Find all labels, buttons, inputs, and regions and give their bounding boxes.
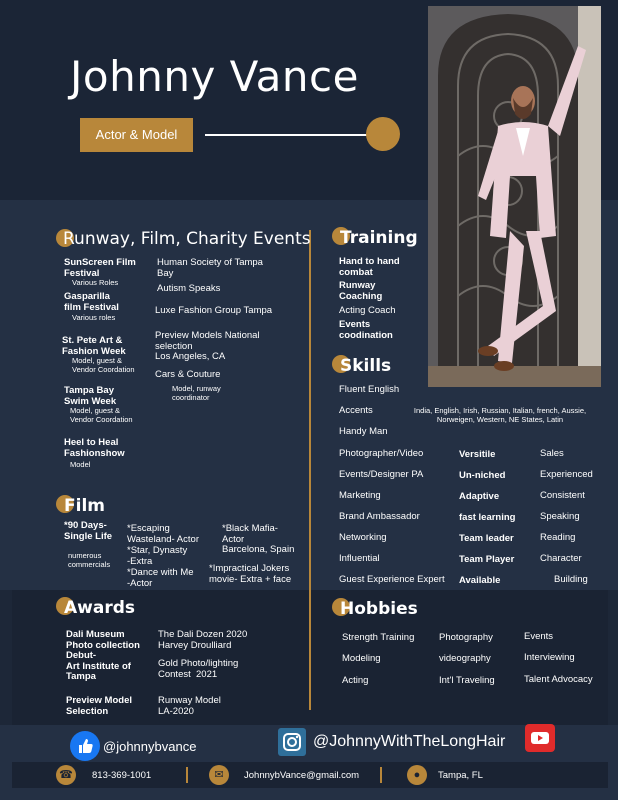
skill-item: fast learning [459, 512, 516, 523]
skill-item: Un-niched [459, 470, 506, 481]
skill-item: Accents [339, 405, 373, 416]
skill-item: Consistent [540, 490, 585, 501]
skill-item: Events/Designer PA [339, 469, 424, 480]
email-address[interactable]: JohnnybVance@gmail.com [244, 770, 360, 781]
runway-sub: Model [70, 460, 91, 469]
skill-item: Speaking [540, 511, 580, 522]
film-item: *Dance with Me -Actor [127, 567, 194, 589]
runway-item: St. Pete Art & Fashion Week [62, 335, 126, 357]
film-item: *Impractical Jokers movie- Extra + face [209, 563, 292, 585]
award-item: Gold Photo/lighting Contest 2021 [158, 658, 239, 680]
divider [186, 767, 188, 783]
skill-item: Handy Man [339, 426, 388, 437]
runway-item: Preview Models National selection Los Angeles, CA [155, 330, 260, 362]
hobbies-title: Hobbies [340, 599, 418, 619]
runway-item: SunScreen Film Festival [64, 257, 136, 279]
runway-item: Luxe Fashion Group Tampa [155, 305, 273, 316]
hobby-item: Talent Advocacy [524, 674, 593, 685]
skill-item: Brand Ambassador [339, 511, 420, 522]
skill-item: Fluent English [339, 384, 400, 395]
film-item: *Star, Dynasty -Extra [127, 545, 188, 567]
film-item: *Black Mafia- Actor Barcelona, Spain [222, 523, 295, 555]
skill-item: Building [554, 574, 588, 585]
training-item: Runway Coaching [339, 280, 383, 302]
role-divider [205, 134, 375, 136]
awards-title: Awards [64, 598, 136, 618]
hobby-item: videography [439, 653, 491, 664]
skill-item: Adaptive [459, 491, 500, 502]
runway-item: Heel to Heal Fashionshow [64, 437, 125, 459]
hobby-item: Modeling [342, 653, 381, 664]
training-item: Hand to hand combat [339, 256, 400, 278]
hobby-item: Photography [439, 632, 493, 643]
runway-item: Human Society of Tampa Bay [157, 257, 263, 279]
runway-sub: Model, guest & Vendor Coordation [70, 406, 133, 424]
skill-item: Reading [540, 532, 576, 543]
training-item: Events coodination [339, 319, 393, 341]
runway-item: Tampa Bay Swim Week [64, 385, 117, 407]
runway-item: Cars & Couture [155, 369, 221, 380]
skill-item: Marketing [339, 490, 381, 501]
training-item: Acting Coach [339, 305, 396, 316]
skill-item: Character [540, 553, 582, 564]
skill-item: Influential [339, 553, 380, 564]
skills-title: Skills [340, 356, 392, 376]
award-item: Dali Museum Photo collection Debut- Art Institute of Tampa [66, 629, 140, 682]
person-name: Johnny Vance [70, 52, 359, 101]
film-item: numerous commercials [68, 551, 111, 569]
runway-sub: Model, runway coordinator [172, 384, 221, 402]
hobby-item: Acting [342, 675, 369, 686]
role-dot [366, 117, 400, 151]
facebook-handle[interactable]: @johnnybvance [103, 739, 197, 754]
runway-sub: Various roles [72, 313, 116, 322]
hobby-item: Int'l Traveling [439, 675, 495, 686]
skill-item: Experienced [540, 469, 593, 480]
instagram-icon[interactable] [278, 728, 306, 756]
skill-item: Guest Experience Expert [339, 574, 445, 585]
email-icon: ✉ [209, 765, 229, 785]
film-item: *Escaping Wasteland- Actor [127, 523, 199, 545]
hobby-item: Interviewing [524, 652, 575, 663]
youtube-icon[interactable] [525, 724, 555, 752]
location-pin-icon: ● [407, 765, 427, 785]
role-badge: Actor & Model [80, 118, 193, 152]
skill-item: Versitile [459, 449, 496, 460]
skill-item: Networking [339, 532, 387, 543]
runway-sub: Model, guest & Vendor Coordation [72, 356, 135, 374]
skill-item: Sales [540, 448, 564, 459]
runway-sub: Various Roles [72, 278, 119, 287]
hobby-item: Strength Training [342, 632, 415, 643]
divider [380, 767, 382, 783]
award-item: Runway Model LA-2020 [158, 695, 221, 717]
runway-item: Autism Speaks [157, 283, 221, 294]
phone-icon: ☎ [56, 765, 76, 785]
runway-item: Gasparilla film Festival [64, 291, 119, 313]
portrait-photo [428, 6, 601, 387]
phone-number[interactable]: 813-369-1001 [92, 770, 152, 781]
skill-item: Team Player [459, 554, 515, 565]
film-item: *90 Days- Single Life [64, 520, 113, 542]
skill-item: Team leader [459, 533, 514, 544]
runway-title: Runway, Film, Charity Events [63, 229, 311, 249]
column-divider [309, 230, 311, 710]
instagram-handle[interactable]: @JohnnyWithTheLongHair [313, 733, 506, 750]
award-item: The Dali Dozen 2020 Harvey Droulliard [158, 629, 248, 651]
skill-item: Photographer/Video [339, 448, 424, 459]
skill-item: Available [459, 575, 501, 586]
hobby-item: Events [524, 631, 554, 642]
award-item: Preview Model Selection [66, 695, 132, 717]
location: Tampa, FL [438, 770, 483, 781]
training-title: Training [340, 228, 418, 248]
film-title: Film [64, 496, 105, 516]
facebook-like-icon[interactable] [70, 731, 100, 761]
accents-detail: India, English, Irish, Russian, Italian, french, Aussie, Norweigen, Western, NE States, Latin [413, 406, 587, 424]
